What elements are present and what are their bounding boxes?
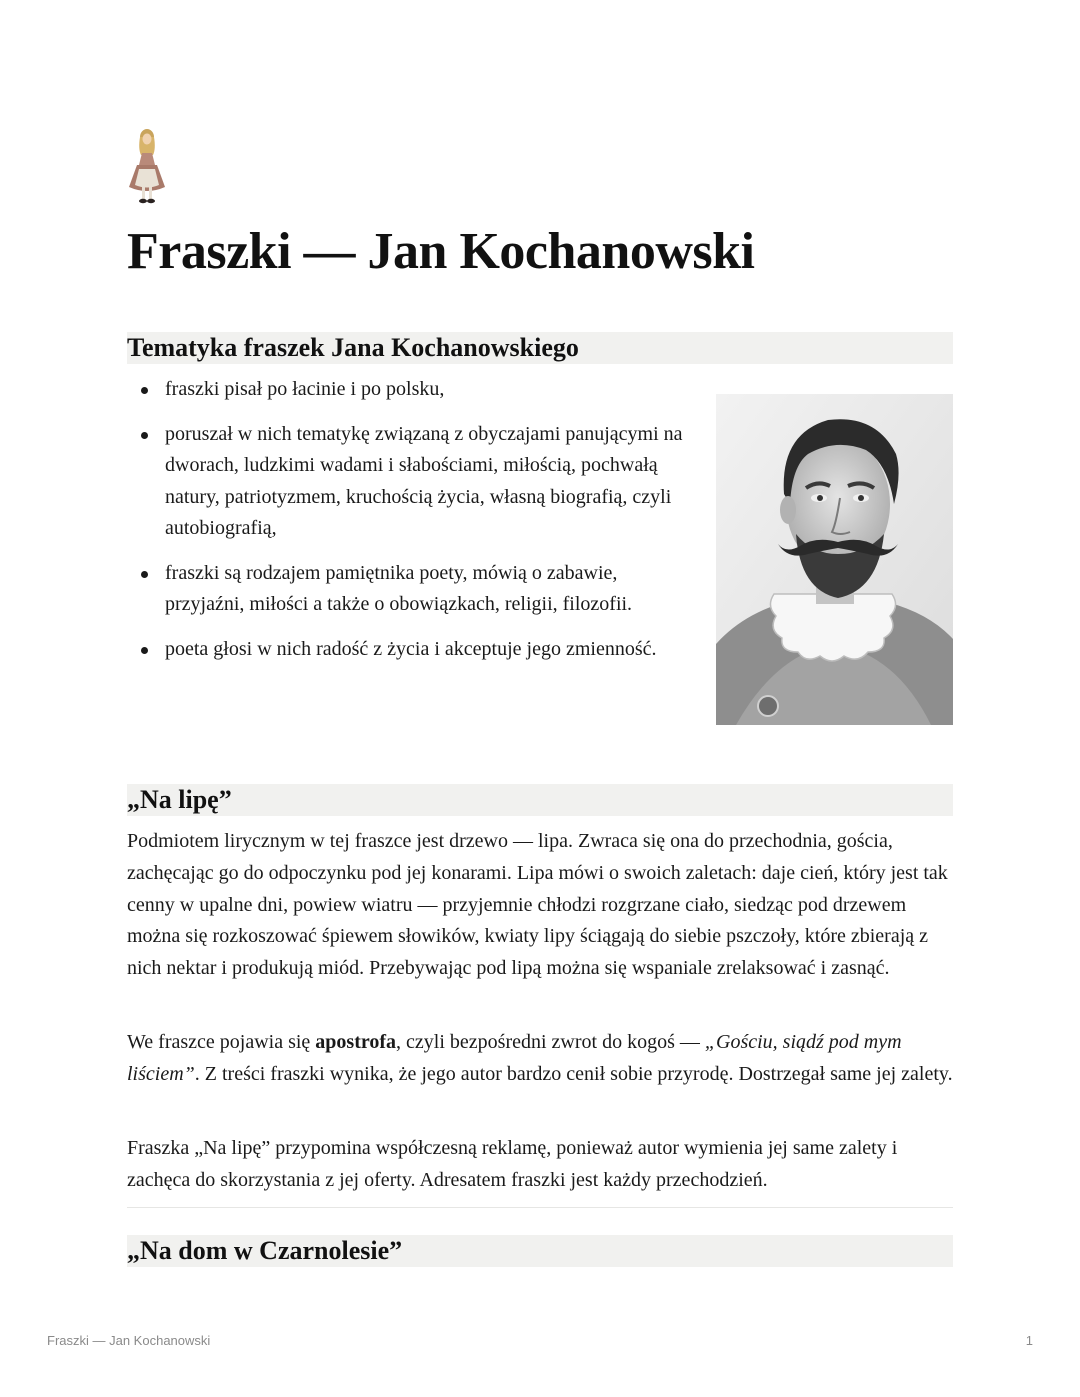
paragraph-text: , czyli bezpośredni zwrot do kogoś —	[396, 1031, 705, 1053]
paragraph-text: We fraszce pojawia się	[127, 1031, 316, 1053]
divider	[127, 1207, 953, 1208]
section-heading-tematyka: Tematyka fraszek Jana Kochanowskiego	[127, 332, 953, 364]
paragraph-na-lipe-3: Fraszka „Na lipę” przypomina współczesną reklamę, ponieważ autor wymienia jej same zalety i zachęca do skorzystania z jej oferty. Adresatem fraszki jest każdy przechodzień.	[127, 1137, 898, 1191]
paragraph-na-lipe-1: Podmiotem lirycznym w tej fraszce jest drzewo — lipa. Zwraca się ona do przechodnia, gościa, zachęcając go do odpoczynku pod jej konarami. Lipa mówi o swoich zaletach: daje cień, który jest tak cenny w upalne dni, powiew wiatru — przyjemnie chłodzi rozgrzane ciało, siedząc pod drzewem można się rozkoszować śpiewem słowików, kwiaty lipy ściągają do siebie pszczoły, które zbierają z nich nektar i produkują miód. Przebywając pod lipą można się wspaniale zrelaksować i zasnąć.	[127, 830, 948, 980]
document-title: Fraszki — Jan Kochanowski	[127, 223, 755, 280]
section-heading-na-dom: „Na dom w Czarnolesie”	[127, 1235, 953, 1267]
section-heading-na-lipe: „Na lipę”	[127, 784, 953, 816]
list-item: fraszki są rodzajem pamiętnika poety, mówią o zabawie, przyjaźni, miłości a także o obowiązkach, religii, filozofii.	[127, 558, 697, 621]
page-number: 1	[1025, 1333, 1033, 1348]
portrait-image	[716, 394, 953, 725]
list-item: poruszał w nich tematykę związaną z obyczajami panującymi na dworach, ludzkimi wadami i słabościami, miłością, pochwałą natury, patriotyzmem, kruchością życia, własną biografią, czyli autobiografią,	[127, 419, 697, 545]
term-apostrofa: apostrofa	[315, 1031, 397, 1053]
paragraph-na-lipe-2	[127, 1027, 953, 1091]
list-item: poeta głosi w nich radość z życia i akceptuje jego zmienność.	[127, 634, 697, 666]
topics-list	[127, 374, 697, 678]
list-item: fraszki pisał po łacinie i po polsku,	[127, 374, 697, 406]
paragraph-text: . Z treści fraszki wynika, że jego autor bardzo cenił sobie przyrodę. Dostrzegał same jej zalety.	[194, 1062, 953, 1085]
footer-title: Fraszki — Jan Kochanowski	[47, 1333, 211, 1348]
alice-illustration-icon	[125, 125, 169, 207]
quote-text: „Gościu, siądź pod mym liściem”	[127, 1031, 902, 1085]
